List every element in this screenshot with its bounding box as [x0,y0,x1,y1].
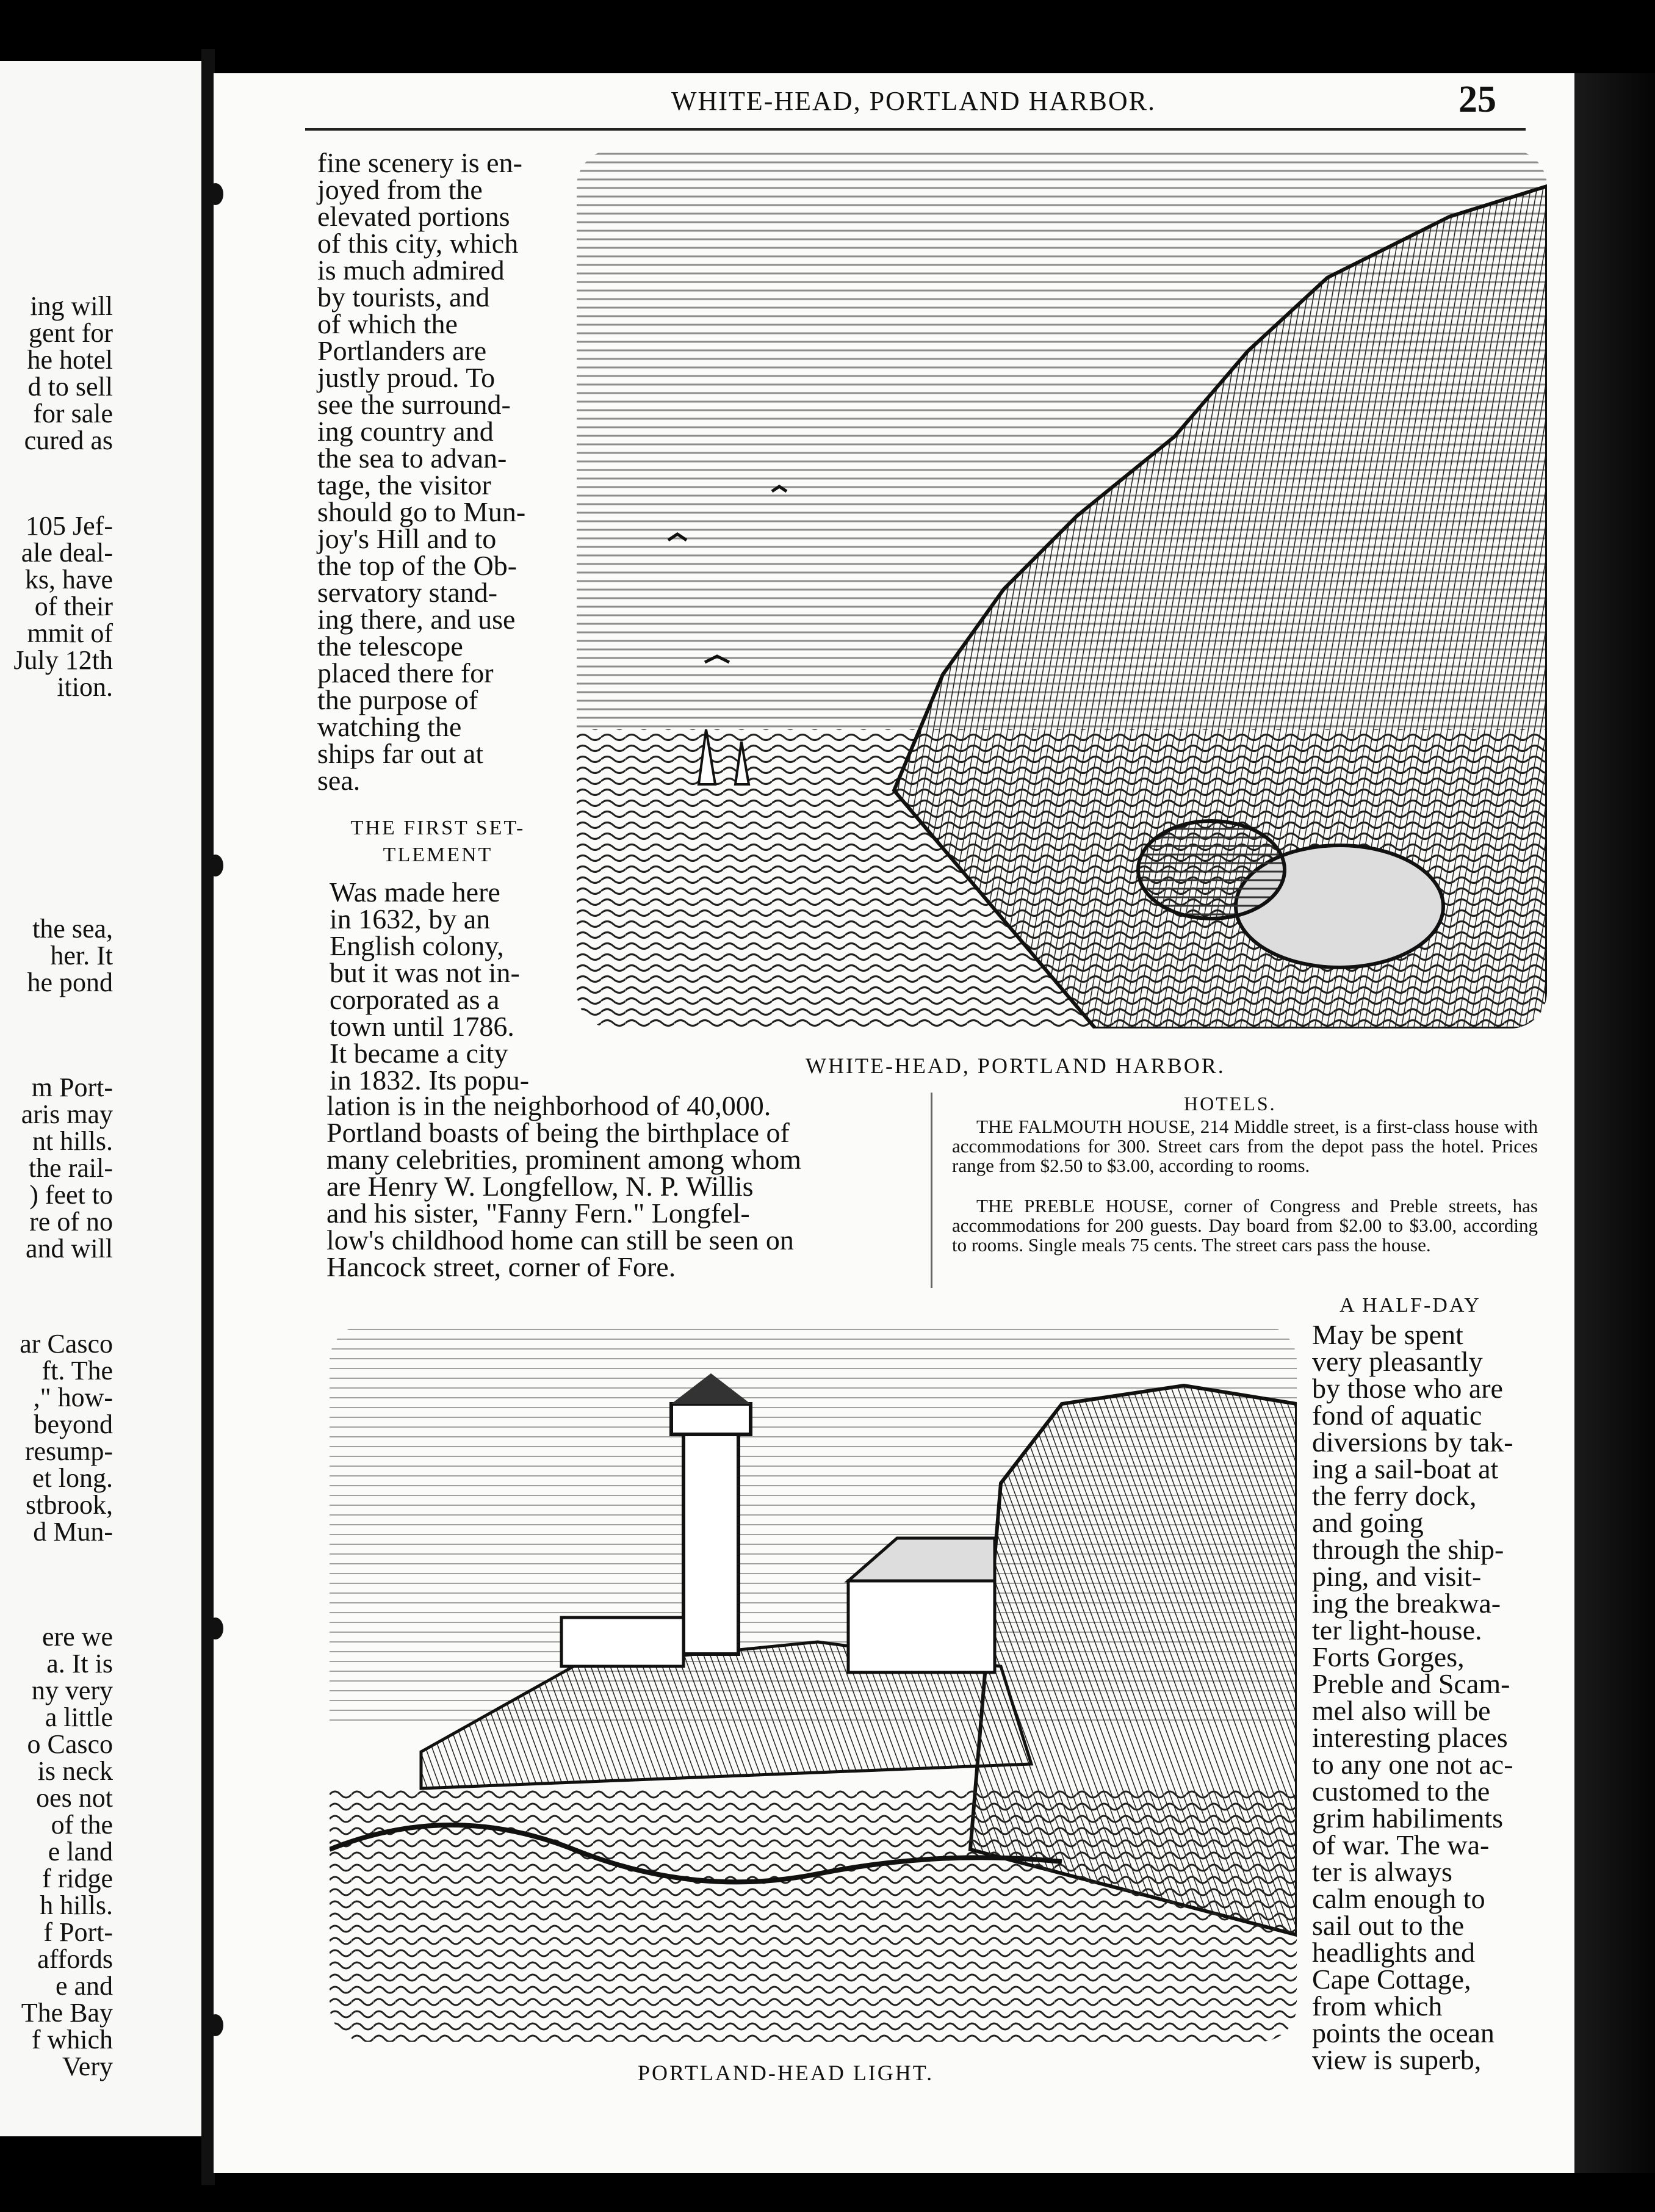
section-heading: A HALF-DAY [1340,1294,1481,1317]
page-edge [1574,73,1655,2173]
binding-hole [207,183,223,205]
paragraph: May be spent very pleasantly by those who are fond of aquatic diversions by tak- ing a sail-boat at the ferry dock, and going through the ship- ping, and visit- ing the breakwa- ter light-house. Forts Gorges, Preble and Scam- mel also will be interesting places to any one not ac- customed to the grim habiliments of war. The wa- ter is always calm enough to sail out to the headlights and Cape Cottage, from which points the ocean view is superb, [1312,1319,1513,2075]
column-rule [931,1093,932,1288]
section-heading: THE FIRST SET- TLEMENT [350,817,525,866]
paragraph: fine scenery is en- joyed from the elevated portions of this city, which is much admired by tourists, and of which the Portlanders are justly proud. To see the surround- ing country and the sea to advan- tage, the visitor should go to Mun- joy's Hill and to the top of the Ob- servatory stand- ing there, and use the telescope placed there for the purpose of watching the ships far out at sea. [317,147,526,796]
hotel-entry: THE PREBLE HOUSE, corner of Congress and Preble streets, has accommodations for 200 guests. Day board from $2.00 to $3.00, according to rooms. Single meals 75 cents. The street cars pass the house. [952,1195,1538,1256]
facing-page-text: 105 Jef- ale deal- ks, have of their mmit of July 12th ition. [13,511,113,702]
hotel-entry: THE FALMOUTH HOUSE, 214 Middle street, is a first-class house with accommodations for 300. Street cars from the depot pass the hotel. Prices range from $2.50 to $3.00, according to rooms. [952,1116,1538,1176]
lighthouse-engraving-icon [330,1325,1297,2042]
running-header: WHITE-HEAD, PORTLAND HARBOR. [671,86,1156,116]
page-number: 25 [1458,79,1496,120]
book-gutter [201,49,215,2185]
hotels-heading: HOTELS. [1184,1093,1277,1115]
paragraph: lation is in the neighborhood of 40,000. Portland boasts of being the birthplace of many celebrities, prominent among whom are Henry W. Longfellow, N. P. Willis and his sister, "Fanny Fern." Longfel- low's childhood home can still be seen on Hancock street, corner of Fore. [326,1090,801,1282]
binding-hole [207,1617,223,1639]
figure-caption: WHITE-HEAD, PORTLAND HARBOR. [806,1054,1225,1078]
facing-page-text: m Port- aris may nt hills. the rail- ) feet to re of no and will [21,1072,113,1263]
facing-page-text: the sea, her. It he pond [27,914,113,997]
binding-hole [207,855,223,876]
facing-page-text: ar Casco ft. The ," how- beyond resump- et long. stbrook, d Mun- [20,1329,113,1547]
paragraph: Was made here in 1632, by an English colony, but it was not in- corporated as a town until 1786. It became a city in 1832. Its popu- [330,876,530,1096]
cliff-engraving-icon [577,150,1547,1028]
figure-caption: PORTLAND-HEAD LIGHT. [638,2061,934,2085]
facing-page-text: ere we a. It is ny very a little o Casco is neck oes not of the e land f ridge h hills. f Port- affords e and The Bay f which Very [21,1622,113,2081]
binding-hole [207,2014,223,2036]
facing-page-text: ing will gent for he hotel d to sell for sale cured as [24,291,113,455]
header-rule [305,128,1526,131]
